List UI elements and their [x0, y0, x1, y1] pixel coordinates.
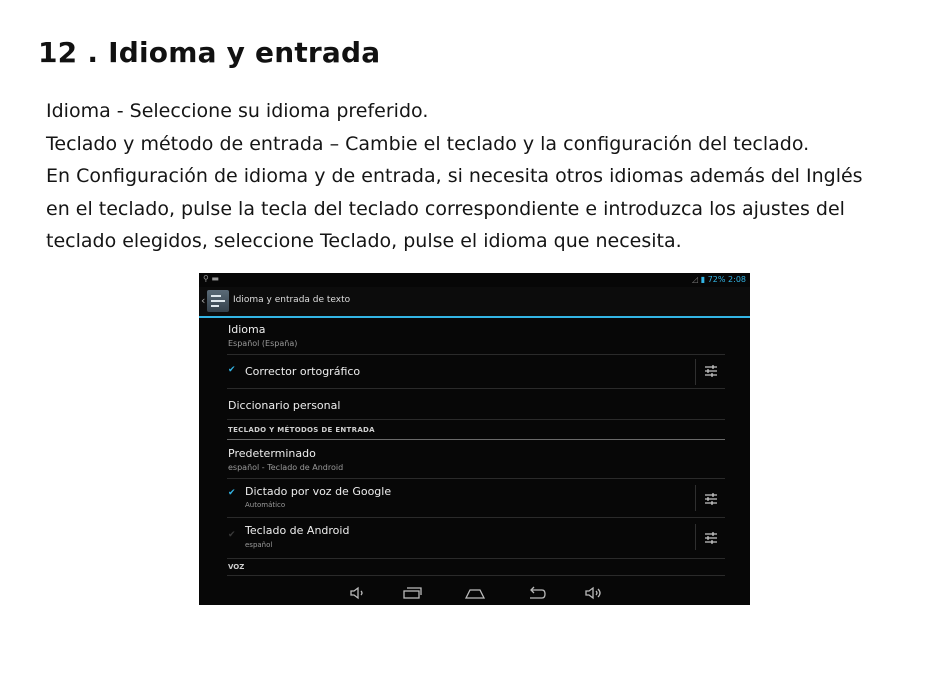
settings-sliders-icon[interactable] [703, 364, 719, 378]
setting-value: español - Teclado de Android [228, 463, 344, 472]
back-icon[interactable] [526, 585, 548, 601]
action-bar [199, 287, 750, 318]
body-paragraph [46, 95, 941, 258]
setting-title: Teclado de Android [245, 524, 350, 537]
status-bar [199, 273, 750, 287]
setting-predeterminado[interactable] [227, 440, 725, 479]
settings-sliders-icon[interactable] [703, 531, 719, 545]
setting-title: Diccionario personal [228, 399, 341, 412]
divider [695, 359, 696, 385]
volume-down-icon[interactable] [347, 585, 369, 601]
section-header [227, 559, 725, 576]
setting-android-keyboard[interactable] [227, 518, 725, 559]
home-icon[interactable] [464, 585, 486, 601]
divider [695, 524, 696, 550]
settings-app-icon[interactable] [207, 290, 229, 312]
setting-idioma[interactable] [227, 318, 725, 355]
usb-icon: ⚲ [203, 274, 209, 283]
paragraph-line: teclado elegidos, seleccione Teclado, pulse el idioma que necesita. [46, 230, 682, 252]
up-chevron-icon[interactable]: ‹ [201, 294, 206, 307]
page-heading: 12 . Idioma y entrada [38, 36, 381, 69]
tablet-screenshot [199, 273, 750, 605]
checkbox-checked-icon[interactable]: ✔ [228, 488, 236, 498]
paragraph-line: en el teclado, pulse la tecla del teclado correspondiente e introduzca los ajustes del [46, 197, 845, 220]
status-right [692, 275, 746, 284]
checkbox-checked-icon[interactable]: ✔ [228, 365, 236, 375]
battery-icon: ▮ [700, 275, 706, 284]
settings-list [227, 318, 725, 576]
setting-title: Corrector ortográfico [245, 365, 361, 378]
setting-title: Idioma [228, 323, 266, 336]
navigation-bar [199, 579, 750, 605]
settings-sliders-icon[interactable] [703, 492, 719, 506]
recent-apps-icon[interactable] [401, 585, 423, 601]
setting-corrector[interactable] [227, 355, 725, 389]
section-header [227, 420, 725, 440]
setting-subtitle: español [245, 541, 273, 549]
paragraph-line: Teclado y método de entrada – Cambie el teclado y la configuración del teclado. [46, 132, 810, 155]
section-title: TECLADO Y MÉTODOS DE ENTRADA [228, 426, 375, 434]
setting-subtitle: Automático [245, 501, 286, 509]
setting-diccionario[interactable] [227, 389, 725, 420]
paragraph-line: Idioma - Seleccione su idioma preferido. [46, 100, 429, 122]
checkbox-unchecked-icon[interactable]: ✔ [228, 530, 236, 540]
image-icon: ▬ [211, 274, 219, 283]
signal-icon: ◿ [692, 275, 699, 284]
section-title: VOZ [228, 563, 245, 571]
battery-level: 72% [707, 275, 726, 284]
setting-title: Predeterminado [228, 447, 316, 460]
setting-value: Español (España) [228, 339, 298, 348]
paragraph-line: En Configuración de idioma y de entrada, si necesita otros idiomas además del Inglés [46, 165, 863, 187]
setting-title: Dictado por voz de Google [245, 485, 392, 498]
divider [695, 485, 696, 511]
clock: 2:08 [728, 275, 746, 284]
volume-up-icon[interactable] [583, 585, 605, 601]
setting-google-voice[interactable] [227, 479, 725, 518]
action-bar-title: Idioma y entrada de texto [233, 295, 351, 305]
